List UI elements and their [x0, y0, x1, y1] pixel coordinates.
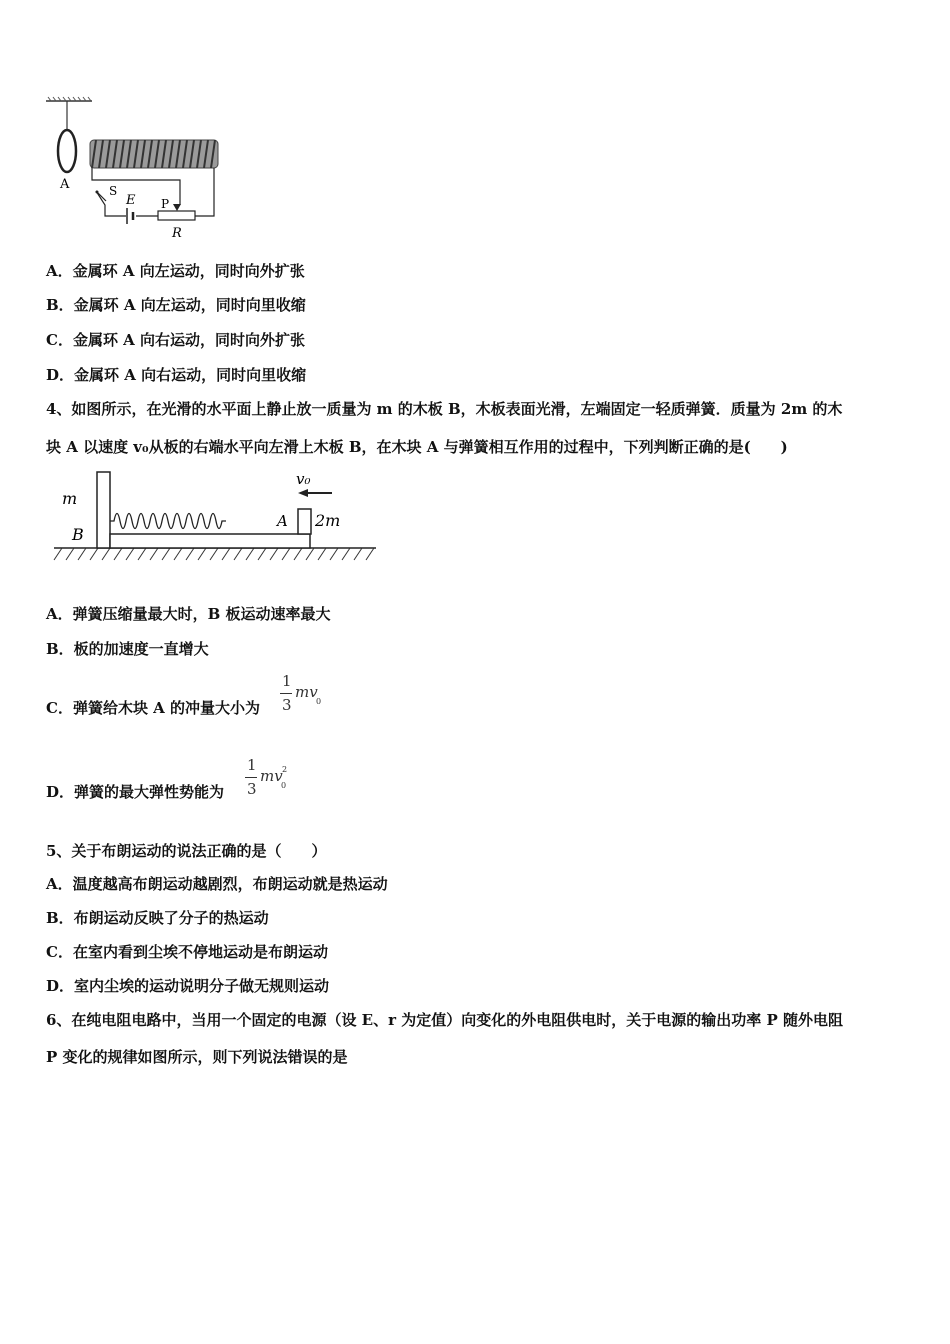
frac-denominator: 3 [247, 780, 257, 798]
mv-term: mv [295, 683, 318, 701]
q5-option-b: B．布朗运动反映了分子的热运动 [46, 909, 269, 927]
mv-subscript: 0 [281, 781, 287, 790]
metal-ring [58, 130, 76, 172]
velocity-label: v₀ [296, 470, 311, 488]
q4-option-b: B．板的加速度一直增大 [46, 640, 209, 658]
block-a [298, 509, 311, 534]
spring-board-figure [50, 468, 390, 568]
board-b [97, 472, 110, 548]
board-mass-label: m [62, 489, 78, 508]
q3-option-d: D．金属环 A 向右运动，同时向里收缩 [46, 366, 307, 384]
q5-option-d: D．室内尘埃的运动说明分子做无规则运动 [46, 977, 330, 995]
ring-label: A [60, 177, 70, 192]
slider-label: P [161, 197, 170, 211]
block-mass-label: 2m [315, 511, 341, 530]
resistor-label: R [172, 226, 182, 241]
solenoid-circuit-figure [40, 95, 230, 245]
q6-stem-line1: 6、在纯电阻电路中，当用一个固定的电源（设 E、r 为定值）向变化的外电阻供电时，关于电源的输出功率 P 随外电阻 [46, 1011, 843, 1029]
q5-stem: 5、关于布朗运动的说法正确的是（ ） [46, 842, 327, 860]
switch-label: S [109, 184, 118, 198]
spring [110, 514, 226, 529]
board-label: B [72, 525, 84, 544]
q5-option-c: C．在室内看到尘埃不停地运动是布朗运动 [46, 943, 328, 961]
q6-stem-line2: P 变化的规律如图所示，则下列说法错误的是 [46, 1048, 348, 1066]
q4-stem-line1: 4、如图所示，在光滑的水平面上静止放一质量为 m 的木板 B，木板表面光滑，左端固定一轻质弹簧．质量为 2m 的木 [46, 400, 843, 418]
frac-numerator: 1 [247, 756, 257, 774]
q5-option-a: A．温度越高布朗运动越剧烈，布朗运动就是热运动 [46, 875, 388, 893]
q4-stem-line2: 块 A 以速度 v₀从板的右端水平向左滑上木板 B，在木块 A 与弹簧相互作用的过程中，下列判断正确的是( ) [46, 438, 788, 456]
frac-numerator: 1 [282, 672, 292, 690]
q4-option-a: A．弹簧压缩量最大时，B 板运动速率最大 [46, 605, 331, 623]
mv-term: mv [260, 767, 283, 785]
mv-superscript: 2 [282, 765, 288, 774]
q4-option-c: C．弹簧给木块 A 的冲量大小为 [46, 699, 261, 717]
q4-option-d: D．弹簧的最大弹性势能为 [46, 783, 225, 801]
rheostat [158, 211, 195, 220]
battery-label: E [126, 193, 136, 208]
mv-subscript: 0 [316, 697, 322, 706]
q3-option-a: A．金属环 A 向左运动，同时向外扩张 [46, 262, 305, 280]
block-label: A [277, 512, 288, 530]
q3-option-b: B．金属环 A 向左运动，同时向里收缩 [46, 296, 306, 314]
frac-denominator: 3 [282, 696, 292, 714]
option-d-formula [244, 756, 304, 806]
q3-option-c: C．金属环 A 向右运动，同时向外扩张 [46, 331, 306, 349]
option-c-formula [279, 672, 339, 722]
